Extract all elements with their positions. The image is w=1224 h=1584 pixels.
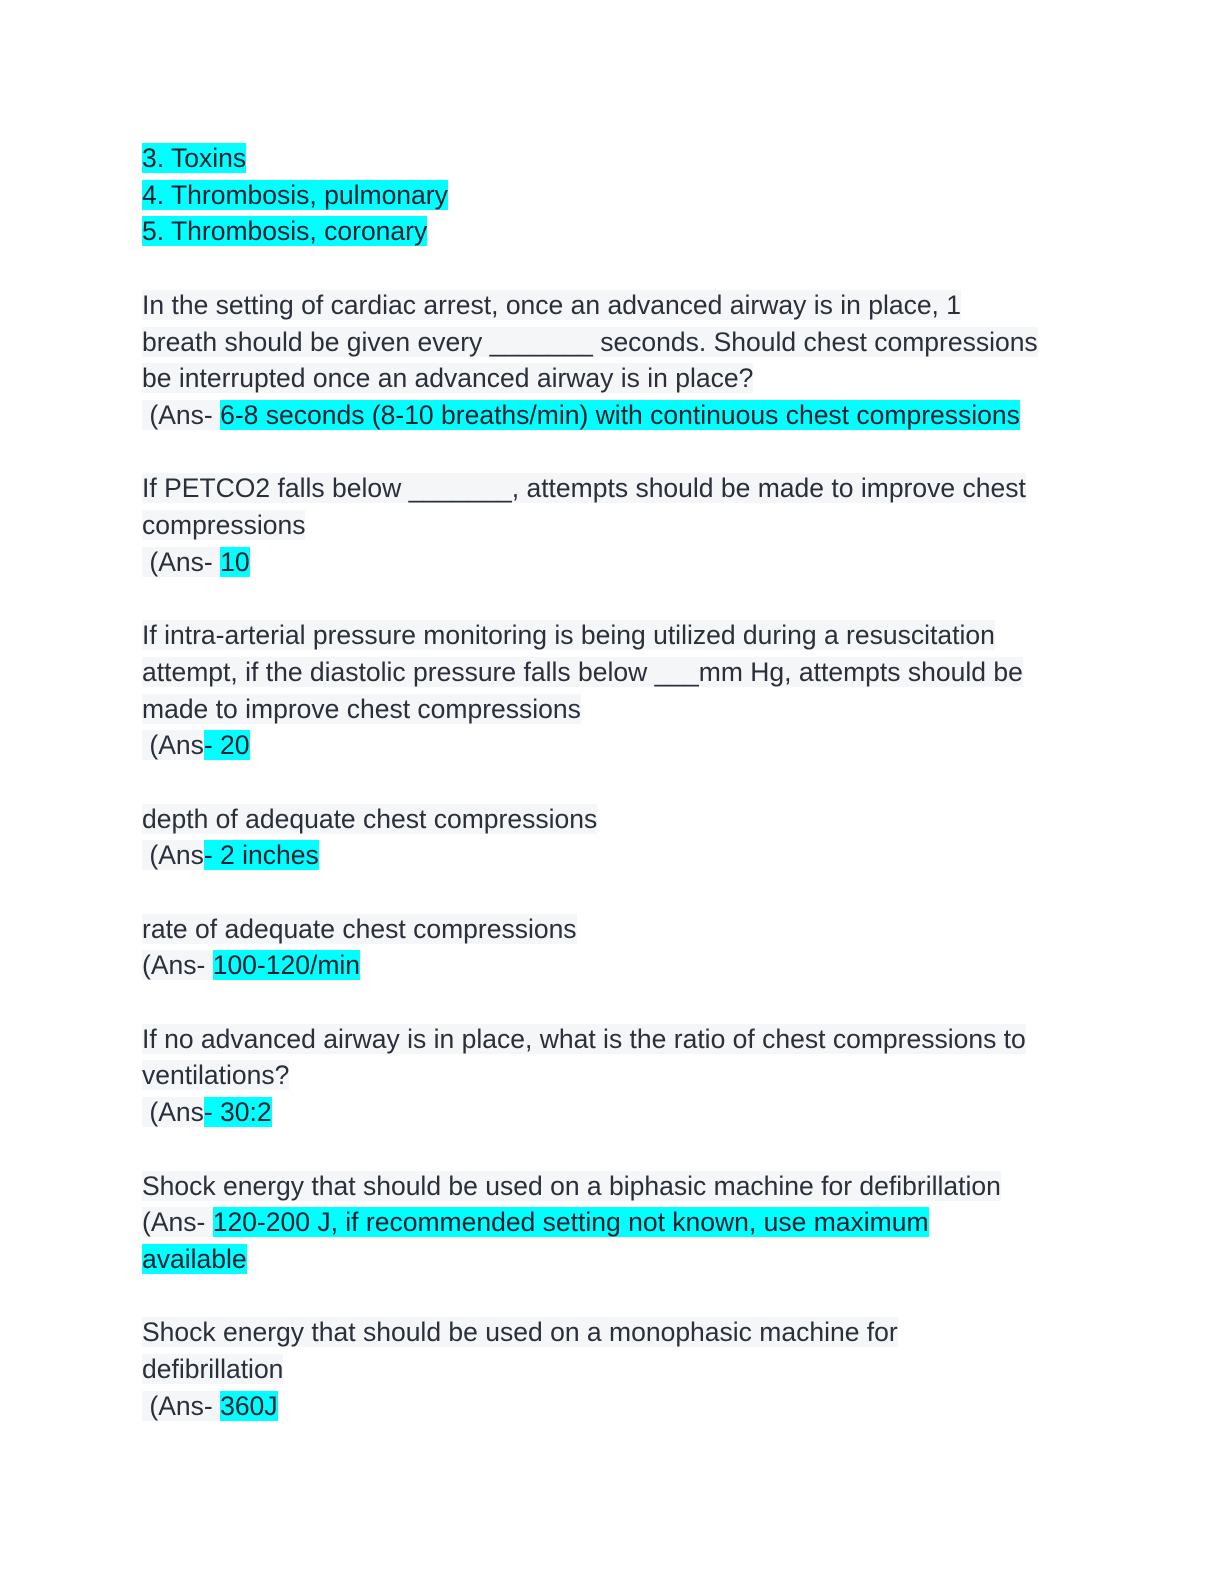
question-line: Shock energy that should be used on a biphasic machine for defibrillation (142, 1170, 1001, 1201)
answer-prefix: (Ans- (142, 1207, 206, 1238)
question-line: attempt, if the diastolic pressure falls below ___mm Hg, attempts should be (142, 656, 1023, 687)
answer-prefix: (Ans- (149, 1390, 213, 1421)
list-item: 3. Toxins (142, 143, 247, 173)
flashcard-petco2 (142, 470, 1082, 580)
answer-highlight: - 30:2 (203, 1097, 272, 1128)
question-line: If intra-arterial pressure monitoring is being utilized during a resuscitation (142, 620, 995, 651)
list-item: 4. Thrombosis, pulmonary (142, 179, 448, 210)
answer-highlight: 10 (220, 546, 250, 577)
question-line: If PETCO2 falls below _______, attempts should be made to improve chest (142, 473, 1026, 504)
question-line: defibrillation (142, 1354, 284, 1385)
question-line: be interrupted once an advanced airway is in place? (142, 363, 754, 394)
answer-highlight: 100-120/min (212, 950, 361, 981)
question-line: depth of adequate chest compressions (142, 803, 598, 834)
answer-highlight: 6-8 seconds (8-10 breaths/min) with continuous chest compressions (220, 399, 1020, 430)
question-line: ventilations? (142, 1060, 290, 1091)
answer-prefix: (Ans- (142, 950, 206, 981)
answer-highlight: - 2 inches (203, 840, 319, 871)
question-line: Shock energy that should be used on a monophasic machine for (142, 1317, 898, 1348)
answer-prefix: (Ans- (149, 546, 213, 577)
answer-highlight: 120-200 J, if recommended setting not known, use maximum (212, 1207, 929, 1238)
answer-prefix: (Ans (149, 1097, 204, 1128)
flashcard-airway-breaths (142, 287, 1082, 434)
question-line: If no advanced airway is in place, what is the ratio of chest compressions to (142, 1023, 1026, 1054)
question-line: rate of adequate chest compressions (142, 913, 577, 944)
answer-prefix: (Ans (149, 730, 204, 761)
flashcard-monophasic-energy (142, 1314, 1082, 1424)
answer-prefix: (Ans (149, 840, 204, 871)
answer-highlight: 360J (220, 1390, 278, 1421)
list-item: 5. Thrombosis, coronary (142, 216, 428, 247)
flashcard-biphasic-energy (142, 1168, 1082, 1278)
flashcard-compression-rate (142, 911, 1082, 984)
flashcard-diastolic-pressure (142, 617, 1082, 764)
flashcard-compression-depth (142, 801, 1082, 874)
answer-highlight: - 20 (203, 730, 250, 761)
question-line: compressions (142, 510, 306, 540)
question-line: made to improve chest compressions (142, 693, 581, 724)
answer-highlight: available (142, 1243, 247, 1274)
document-content (142, 140, 1082, 1424)
question-line: breath should be given every _______ seconds. Should chest compressions (142, 326, 1038, 357)
question-line: In the setting of cardiac arrest, once an advanced airway is in place, 1 (142, 289, 962, 320)
flashcard-compression-ratio (142, 1021, 1082, 1131)
answer-prefix: (Ans- (149, 399, 213, 430)
